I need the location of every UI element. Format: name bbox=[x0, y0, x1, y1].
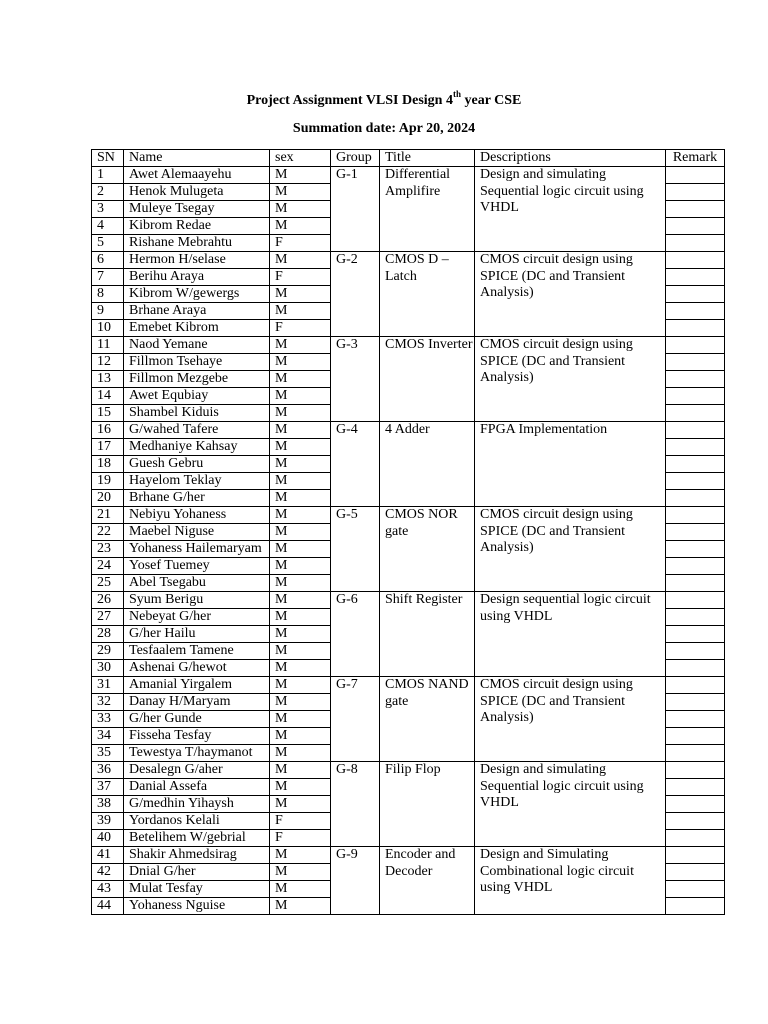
cell-sex: M bbox=[270, 711, 331, 728]
cell-sn: 37 bbox=[92, 779, 124, 796]
cell-sn: 8 bbox=[92, 286, 124, 303]
cell-remark bbox=[666, 184, 725, 201]
cell-remark bbox=[666, 405, 725, 422]
cell-name: Danay H/Maryam bbox=[124, 694, 270, 711]
cell-name: Emebet Kibrom bbox=[124, 320, 270, 337]
table-row bbox=[92, 167, 725, 184]
cell-name: G/her Hailu bbox=[124, 626, 270, 643]
cell-description: FPGA Implementation bbox=[475, 422, 666, 507]
cell-sn: 31 bbox=[92, 677, 124, 694]
cell-sex: M bbox=[270, 881, 331, 898]
cell-description: CMOS circuit design using SPICE (DC and Transient Analysis) bbox=[475, 337, 666, 422]
cell-name: Tewestya T/haymanot bbox=[124, 745, 270, 762]
cell-sn: 39 bbox=[92, 813, 124, 830]
cell-name: Hermon H/selase bbox=[124, 252, 270, 269]
cell-sn: 11 bbox=[92, 337, 124, 354]
cell-remark bbox=[666, 898, 725, 915]
cell-sex: F bbox=[270, 320, 331, 337]
cell-remark bbox=[666, 541, 725, 558]
cell-sex: M bbox=[270, 524, 331, 541]
cell-sex: M bbox=[270, 371, 331, 388]
header-sex: sex bbox=[270, 150, 331, 167]
cell-remark bbox=[666, 507, 725, 524]
cell-name: Syum Berigu bbox=[124, 592, 270, 609]
cell-remark bbox=[666, 473, 725, 490]
cell-sn: 12 bbox=[92, 354, 124, 371]
cell-remark bbox=[666, 660, 725, 677]
cell-remark bbox=[666, 813, 725, 830]
cell-sex: F bbox=[270, 830, 331, 847]
cell-sn: 30 bbox=[92, 660, 124, 677]
cell-sex: M bbox=[270, 473, 331, 490]
cell-name: Fisseha Tesfay bbox=[124, 728, 270, 745]
cell-name: Henok Mulugeta bbox=[124, 184, 270, 201]
cell-remark bbox=[666, 354, 725, 371]
table-row bbox=[92, 507, 725, 524]
cell-sn: 7 bbox=[92, 269, 124, 286]
cell-sn: 33 bbox=[92, 711, 124, 728]
cell-sn: 14 bbox=[92, 388, 124, 405]
table-row bbox=[92, 337, 725, 354]
cell-sn: 20 bbox=[92, 490, 124, 507]
cell-sn: 25 bbox=[92, 575, 124, 592]
cell-group: G-3 bbox=[331, 337, 380, 422]
cell-description: CMOS circuit design using SPICE (DC and Transient Analysis) bbox=[475, 507, 666, 592]
cell-sn: 32 bbox=[92, 694, 124, 711]
cell-sn: 19 bbox=[92, 473, 124, 490]
cell-remark bbox=[666, 643, 725, 660]
cell-remark bbox=[666, 728, 725, 745]
cell-sex: M bbox=[270, 218, 331, 235]
cell-name: Betelihem W/gebrial bbox=[124, 830, 270, 847]
cell-sn: 24 bbox=[92, 558, 124, 575]
title-text-end: year CSE bbox=[460, 93, 522, 108]
cell-sex: M bbox=[270, 201, 331, 218]
cell-sex: M bbox=[270, 490, 331, 507]
cell-sn: 34 bbox=[92, 728, 124, 745]
cell-sex: M bbox=[270, 677, 331, 694]
cell-description: CMOS circuit design using SPICE (DC and Transient Analysis) bbox=[475, 252, 666, 337]
cell-group: G-5 bbox=[331, 507, 380, 592]
cell-title: CMOS NAND gate bbox=[380, 677, 475, 762]
header-remark: Remark bbox=[666, 150, 725, 167]
cell-name: Yordanos Kelali bbox=[124, 813, 270, 830]
cell-sex: F bbox=[270, 269, 331, 286]
header-title: Title bbox=[380, 150, 475, 167]
cell-sn: 15 bbox=[92, 405, 124, 422]
cell-sex: M bbox=[270, 898, 331, 915]
cell-title: 4 Adder bbox=[380, 422, 475, 507]
table-row bbox=[92, 677, 725, 694]
cell-remark bbox=[666, 558, 725, 575]
cell-title: Differential Amplifire bbox=[380, 167, 475, 252]
table-row bbox=[92, 762, 725, 779]
cell-sn: 28 bbox=[92, 626, 124, 643]
cell-sn: 22 bbox=[92, 524, 124, 541]
cell-name: Guesh Gebru bbox=[124, 456, 270, 473]
cell-remark bbox=[666, 320, 725, 337]
cell-sex: M bbox=[270, 558, 331, 575]
cell-name: Nebiyu Yohaness bbox=[124, 507, 270, 524]
cell-sn: 35 bbox=[92, 745, 124, 762]
cell-description: Design and simulating Sequential logic circuit using VHDL bbox=[475, 167, 666, 252]
cell-sn: 40 bbox=[92, 830, 124, 847]
cell-sn: 26 bbox=[92, 592, 124, 609]
cell-remark bbox=[666, 762, 725, 779]
cell-description: Design and Simulating Combinational logic circuit using VHDL bbox=[475, 847, 666, 915]
cell-sex: M bbox=[270, 337, 331, 354]
table-row bbox=[92, 592, 725, 609]
cell-sex: M bbox=[270, 796, 331, 813]
cell-sn: 29 bbox=[92, 643, 124, 660]
cell-name: Fillmon Tsehaye bbox=[124, 354, 270, 371]
cell-description: CMOS circuit design using SPICE (DC and Transient Analysis) bbox=[475, 677, 666, 762]
cell-remark bbox=[666, 830, 725, 847]
table-header-row bbox=[92, 150, 725, 167]
cell-title: CMOS Inverter bbox=[380, 337, 475, 422]
cell-name: Medhaniye Kahsay bbox=[124, 439, 270, 456]
table-row bbox=[92, 252, 725, 269]
cell-sex: M bbox=[270, 626, 331, 643]
cell-sex: M bbox=[270, 779, 331, 796]
cell-group: G-4 bbox=[331, 422, 380, 507]
cell-remark bbox=[666, 269, 725, 286]
cell-sn: 3 bbox=[92, 201, 124, 218]
cell-remark bbox=[666, 388, 725, 405]
cell-name: Kibrom W/gewergs bbox=[124, 286, 270, 303]
cell-sn: 17 bbox=[92, 439, 124, 456]
cell-title: Encoder and Decoder bbox=[380, 847, 475, 915]
cell-sn: 18 bbox=[92, 456, 124, 473]
cell-name: Mulat Tesfay bbox=[124, 881, 270, 898]
cell-group: G-2 bbox=[331, 252, 380, 337]
header-group: Group bbox=[331, 150, 380, 167]
cell-name: Abel Tsegabu bbox=[124, 575, 270, 592]
cell-sex: M bbox=[270, 643, 331, 660]
cell-name: Shakir Ahmedsirag bbox=[124, 847, 270, 864]
cell-sex: M bbox=[270, 694, 331, 711]
cell-name: Brhane G/her bbox=[124, 490, 270, 507]
cell-sex: M bbox=[270, 541, 331, 558]
cell-name: Awet Equbiay bbox=[124, 388, 270, 405]
cell-remark bbox=[666, 337, 725, 354]
cell-sn: 42 bbox=[92, 864, 124, 881]
cell-remark bbox=[666, 286, 725, 303]
cell-title: CMOS NOR gate bbox=[380, 507, 475, 592]
header-name: Name bbox=[124, 150, 270, 167]
cell-remark bbox=[666, 252, 725, 269]
cell-remark bbox=[666, 218, 725, 235]
cell-sn: 2 bbox=[92, 184, 124, 201]
cell-sex: M bbox=[270, 167, 331, 184]
cell-sn: 10 bbox=[92, 320, 124, 337]
cell-name: Yohaness Nguise bbox=[124, 898, 270, 915]
cell-sex: M bbox=[270, 864, 331, 881]
cell-sn: 13 bbox=[92, 371, 124, 388]
cell-name: Desalegn G/aher bbox=[124, 762, 270, 779]
cell-name: Maebel Niguse bbox=[124, 524, 270, 541]
cell-sn: 27 bbox=[92, 609, 124, 626]
cell-name: Dnial G/her bbox=[124, 864, 270, 881]
cell-remark bbox=[666, 439, 725, 456]
cell-sex: F bbox=[270, 813, 331, 830]
cell-remark bbox=[666, 201, 725, 218]
cell-remark bbox=[666, 796, 725, 813]
cell-sn: 43 bbox=[92, 881, 124, 898]
cell-sex: M bbox=[270, 592, 331, 609]
cell-title: Shift Register bbox=[380, 592, 475, 677]
table-row bbox=[92, 422, 725, 439]
assignment-table bbox=[91, 149, 725, 915]
cell-sex: M bbox=[270, 575, 331, 592]
cell-sex: M bbox=[270, 847, 331, 864]
table-row bbox=[92, 847, 725, 864]
cell-name: Ashenai G/hewot bbox=[124, 660, 270, 677]
cell-name: Tesfaalem Tamene bbox=[124, 643, 270, 660]
cell-remark bbox=[666, 371, 725, 388]
cell-group: G-9 bbox=[331, 847, 380, 915]
cell-sex: M bbox=[270, 388, 331, 405]
cell-sn: 1 bbox=[92, 167, 124, 184]
cell-group: G-7 bbox=[331, 677, 380, 762]
cell-sn: 4 bbox=[92, 218, 124, 235]
cell-name: Fillmon Mezgebe bbox=[124, 371, 270, 388]
cell-sex: M bbox=[270, 422, 331, 439]
cell-sn: 6 bbox=[92, 252, 124, 269]
cell-sex: M bbox=[270, 745, 331, 762]
cell-sex: M bbox=[270, 660, 331, 677]
header-descriptions: Descriptions bbox=[475, 150, 666, 167]
cell-remark bbox=[666, 303, 725, 320]
cell-name: Nebeyat G/her bbox=[124, 609, 270, 626]
cell-name: G/her Gunde bbox=[124, 711, 270, 728]
cell-remark bbox=[666, 847, 725, 864]
cell-name: G/medhin Yihaysh bbox=[124, 796, 270, 813]
cell-remark bbox=[666, 524, 725, 541]
cell-remark bbox=[666, 677, 725, 694]
cell-remark bbox=[666, 864, 725, 881]
cell-remark bbox=[666, 694, 725, 711]
cell-name: Brhane Araya bbox=[124, 303, 270, 320]
cell-sn: 38 bbox=[92, 796, 124, 813]
cell-name: Muleye Tsegay bbox=[124, 201, 270, 218]
cell-sex: M bbox=[270, 439, 331, 456]
cell-name: Kibrom Redae bbox=[124, 218, 270, 235]
title-superscript: th bbox=[452, 89, 461, 100]
cell-name: Berihu Araya bbox=[124, 269, 270, 286]
cell-name: Amanial Yirgalem bbox=[124, 677, 270, 694]
cell-remark bbox=[666, 592, 725, 609]
cell-sex: M bbox=[270, 184, 331, 201]
cell-sex: M bbox=[270, 507, 331, 524]
cell-sn: 21 bbox=[92, 507, 124, 524]
title-text: Project Assignment VLSI Design 4 bbox=[246, 93, 453, 108]
cell-remark bbox=[666, 626, 725, 643]
cell-title: CMOS D – Latch bbox=[380, 252, 475, 337]
cell-sn: 5 bbox=[92, 235, 124, 252]
cell-remark bbox=[666, 711, 725, 728]
cell-sex: M bbox=[270, 609, 331, 626]
cell-sex: F bbox=[270, 235, 331, 252]
cell-name: Yosef Tuemey bbox=[124, 558, 270, 575]
cell-group: G-6 bbox=[331, 592, 380, 677]
cell-remark bbox=[666, 609, 725, 626]
cell-sex: M bbox=[270, 303, 331, 320]
cell-name: Shambel Kiduis bbox=[124, 405, 270, 422]
cell-sex: M bbox=[270, 354, 331, 371]
cell-name: Hayelom Teklay bbox=[124, 473, 270, 490]
cell-group: G-8 bbox=[331, 762, 380, 847]
cell-sn: 44 bbox=[92, 898, 124, 915]
cell-group: G-1 bbox=[331, 167, 380, 252]
cell-remark bbox=[666, 881, 725, 898]
cell-sn: 23 bbox=[92, 541, 124, 558]
cell-sex: M bbox=[270, 762, 331, 779]
cell-remark bbox=[666, 422, 725, 439]
cell-remark bbox=[666, 167, 725, 184]
table-body bbox=[92, 167, 725, 915]
cell-remark bbox=[666, 456, 725, 473]
cell-sn: 41 bbox=[92, 847, 124, 864]
cell-sn: 36 bbox=[92, 762, 124, 779]
cell-sex: M bbox=[270, 728, 331, 745]
cell-sex: M bbox=[270, 456, 331, 473]
cell-remark bbox=[666, 490, 725, 507]
cell-name: Awet Alemaayehu bbox=[124, 167, 270, 184]
cell-name: Naod Yemane bbox=[124, 337, 270, 354]
cell-sn: 9 bbox=[92, 303, 124, 320]
cell-name: G/wahed Tafere bbox=[124, 422, 270, 439]
cell-sex: M bbox=[270, 252, 331, 269]
header-sn: SN bbox=[92, 150, 124, 167]
cell-name: Rishane Mebrahtu bbox=[124, 235, 270, 252]
cell-remark bbox=[666, 745, 725, 762]
cell-remark bbox=[666, 779, 725, 796]
cell-title: Filip Flop bbox=[380, 762, 475, 847]
cell-sex: M bbox=[270, 286, 331, 303]
summation-date: Summation date: Apr 20, 2024 bbox=[292, 121, 476, 136]
cell-sex: M bbox=[270, 405, 331, 422]
cell-description: Design and simulating Sequential logic circuit using VHDL bbox=[475, 762, 666, 847]
cell-name: Yohaness Hailemaryam bbox=[124, 541, 270, 558]
cell-remark bbox=[666, 575, 725, 592]
document-title bbox=[0, 89, 768, 109]
cell-description: Design sequential logic circuit using VHDL bbox=[475, 592, 666, 677]
cell-remark bbox=[666, 235, 725, 252]
cell-name: Danial Assefa bbox=[124, 779, 270, 796]
cell-sn: 16 bbox=[92, 422, 124, 439]
